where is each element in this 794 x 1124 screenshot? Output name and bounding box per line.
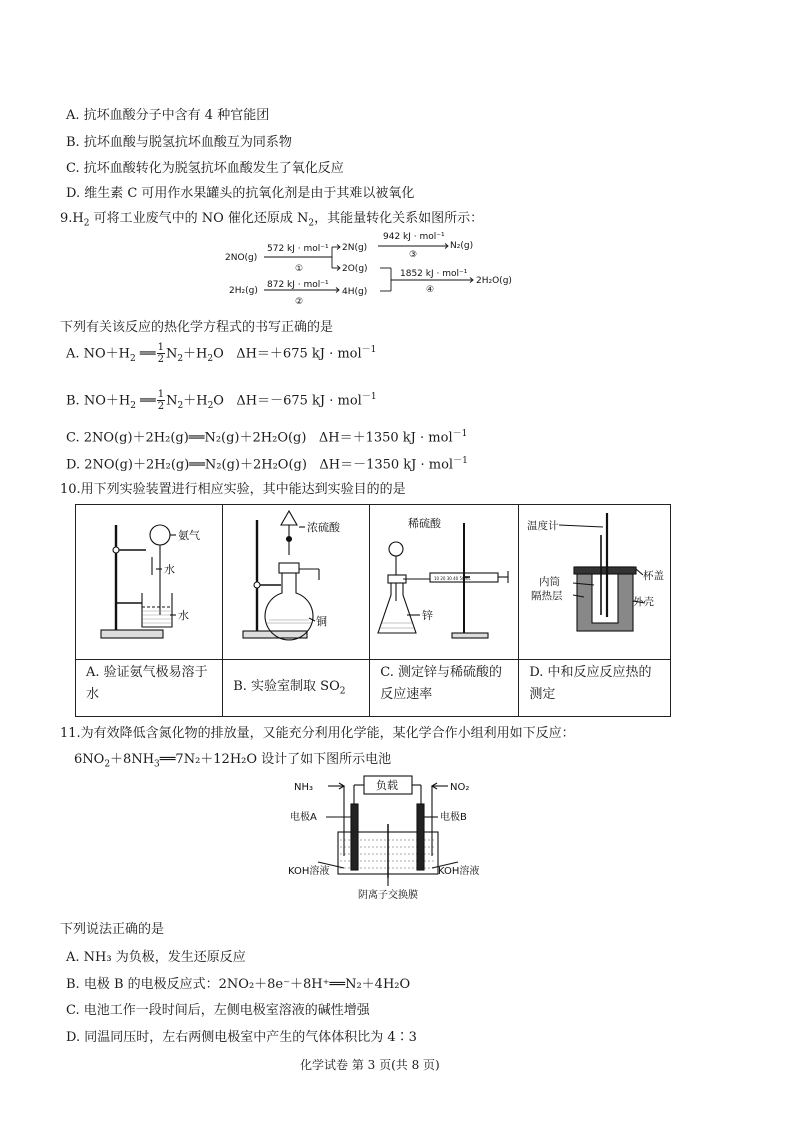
figure-d-cell — [519, 505, 671, 660]
apparatus-ammonia-fountain — [76, 505, 222, 655]
q9-option-c: C. 2NO(g)＋2H₂(g)══N₂(g)＋2H₂O(g) ΔH＝＋1350 kJ · mol$^{-1}$ — [66, 429, 468, 446]
figure-b-cell — [223, 505, 370, 660]
q11-stem: 11.为有效降低含氮化物的排放量，又能充分利用化学能，某化学合作小组利用如下反应： — [60, 726, 575, 741]
label-dilute-sulfuric-acid: 稀硫酸 — [408, 517, 442, 530]
label-outer-shell: 外壳 — [633, 596, 655, 608]
q10-stem: 10.用下列实验装置进行相应实验，其中能达到实验目的的是 — [60, 482, 406, 497]
q11-option-d: D. 同温同压时，左右两侧电极室中产生的气体体积比为 4∶3 — [66, 1030, 417, 1045]
caption-d: D. 中和反应反应热的测定 — [519, 660, 671, 717]
step4-label: ④ — [426, 285, 435, 295]
step3-label: ③ — [409, 250, 418, 260]
label-koh-left: KOH溶液 — [288, 866, 330, 877]
step1-energy: 572 kJ · mol⁻¹ — [267, 244, 329, 254]
label-load: 负载 — [376, 779, 398, 792]
q8-option-a: A. 抗坏血酸分子中含有 4 种官能团 — [66, 108, 270, 123]
battery-diagram — [288, 772, 488, 906]
product-2o: 2O(g) — [342, 264, 368, 274]
reactant-2h2: 2H₂(g) — [229, 286, 258, 296]
q9-option-b: B. $NO+H_2$ ══ $\frac{1}{2}$ $N_2+H_2O$ ΔH＝－675 kJ · mol$^{-1}$ — [66, 389, 377, 413]
label-thermometer: 温度计 — [527, 520, 559, 532]
q11-prompt: 下列说法正确的是 — [60, 922, 165, 937]
step3-energy: 942 kJ · mol⁻¹ — [383, 232, 445, 242]
fraction-half: $\frac{1}{2}$ — [157, 389, 165, 413]
label-copper: 铜 — [316, 615, 328, 628]
label-nh3: NH₃ — [294, 782, 314, 793]
q9-option-a: A. $NO+H_2$ ══ $\frac{1}{2}$ $N_2+H_2O$ ΔH＝＋675 kJ · mol$^{-1}$ — [66, 342, 377, 366]
q11-reaction: $6NO_2+8NH_3══7N_2+12H_2O$ 设计了如下图所示电池 — [74, 752, 392, 770]
syringe-scale: 10 20 30 40 50mL — [434, 576, 471, 581]
label-inner-cup: 内筒 — [539, 576, 561, 588]
page-footer: 化学试卷 第 3 页(共 8 页) — [300, 1058, 440, 1072]
q11-option-a: A. NH₃ 为负极，发生还原反应 — [66, 950, 246, 965]
figure-c-cell — [370, 505, 519, 660]
label-zinc: 锌 — [422, 609, 434, 622]
label-electrode-a: 电极A — [290, 812, 317, 823]
q11-option-c: C. 电池工作一段时间后，左侧电极室溶液的碱性增强 — [66, 1003, 370, 1018]
caption-b: B. 实验室制取 $SO_2$ — [223, 660, 370, 717]
product-4h: 4H(g) — [342, 287, 368, 297]
q8-option-c: C. 抗坏血酸转化为脱氢抗坏血酸发生了氧化反应 — [66, 161, 344, 176]
q11-option-b: B. 电极 B 的电极反应式：2NO₂＋8e⁻＋8H⁺══N₂＋4H₂O — [66, 977, 411, 992]
fraction-half: $\frac{1}{2}$ — [157, 342, 164, 366]
label-ammonia: 氨气 — [178, 529, 200, 542]
apparatus-calorimeter — [519, 505, 669, 655]
figure-a-cell — [76, 505, 223, 660]
label-conc-sulfuric-acid: 浓硫酸 — [307, 521, 341, 534]
label-water-dropper: 水 — [164, 563, 175, 576]
step1-label: ① — [295, 264, 304, 274]
label-water-beaker: 水 — [178, 609, 189, 622]
step4-energy: 1852 kJ · mol⁻¹ — [400, 269, 468, 279]
q8-option-d: D. 维生素 C 可用作水果罐头的抗氧化剂是由于其难以被氧化 — [66, 186, 415, 201]
reactant-2no: 2NO(g) — [225, 253, 258, 263]
apparatus-reaction-rate — [370, 505, 516, 655]
product-n2: N₂(g) — [450, 241, 474, 251]
caption-a: A. 验证氨气极易溶于水 — [76, 660, 223, 717]
step2-energy: 872 kJ · mol⁻¹ — [267, 280, 329, 290]
product-2n: 2N(g) — [342, 243, 368, 253]
q9-option-d: D. 2NO(g)＋2H₂(g)══N₂(g)＋2H₂O(g) ΔH＝－1350 kJ · mol$^{-1}$ — [66, 456, 468, 473]
experiment-table — [75, 504, 671, 717]
label-anion-membrane: 阴离子交换膜 — [358, 890, 418, 901]
q9-stem: $9.H_2$ 可将工业废气中的 NO 催化还原成 $N_2$，其能量转化关系如图所示： — [60, 211, 484, 229]
label-electrode-b: 电极B — [440, 812, 467, 823]
apparatus-so2-preparation — [223, 505, 369, 655]
label-lid: 杯盖 — [643, 570, 665, 582]
q8-option-b: B. 抗坏血酸与脱氢抗坏血酸互为同系物 — [66, 135, 292, 150]
caption-c: C. 测定锌与稀硫酸的反应速率 — [370, 660, 519, 717]
label-koh-right: KOH溶液 — [438, 866, 480, 877]
label-insulation: 隔热层 — [531, 590, 563, 602]
product-h2o: 2H₂O(g) — [476, 276, 512, 286]
label-no2: NO₂ — [450, 782, 470, 793]
q9-prompt: 下列有关该反应的热化学方程式的书写正确的是 — [60, 320, 334, 335]
energy-diagram — [220, 226, 530, 304]
step2-label: ② — [295, 297, 304, 304]
